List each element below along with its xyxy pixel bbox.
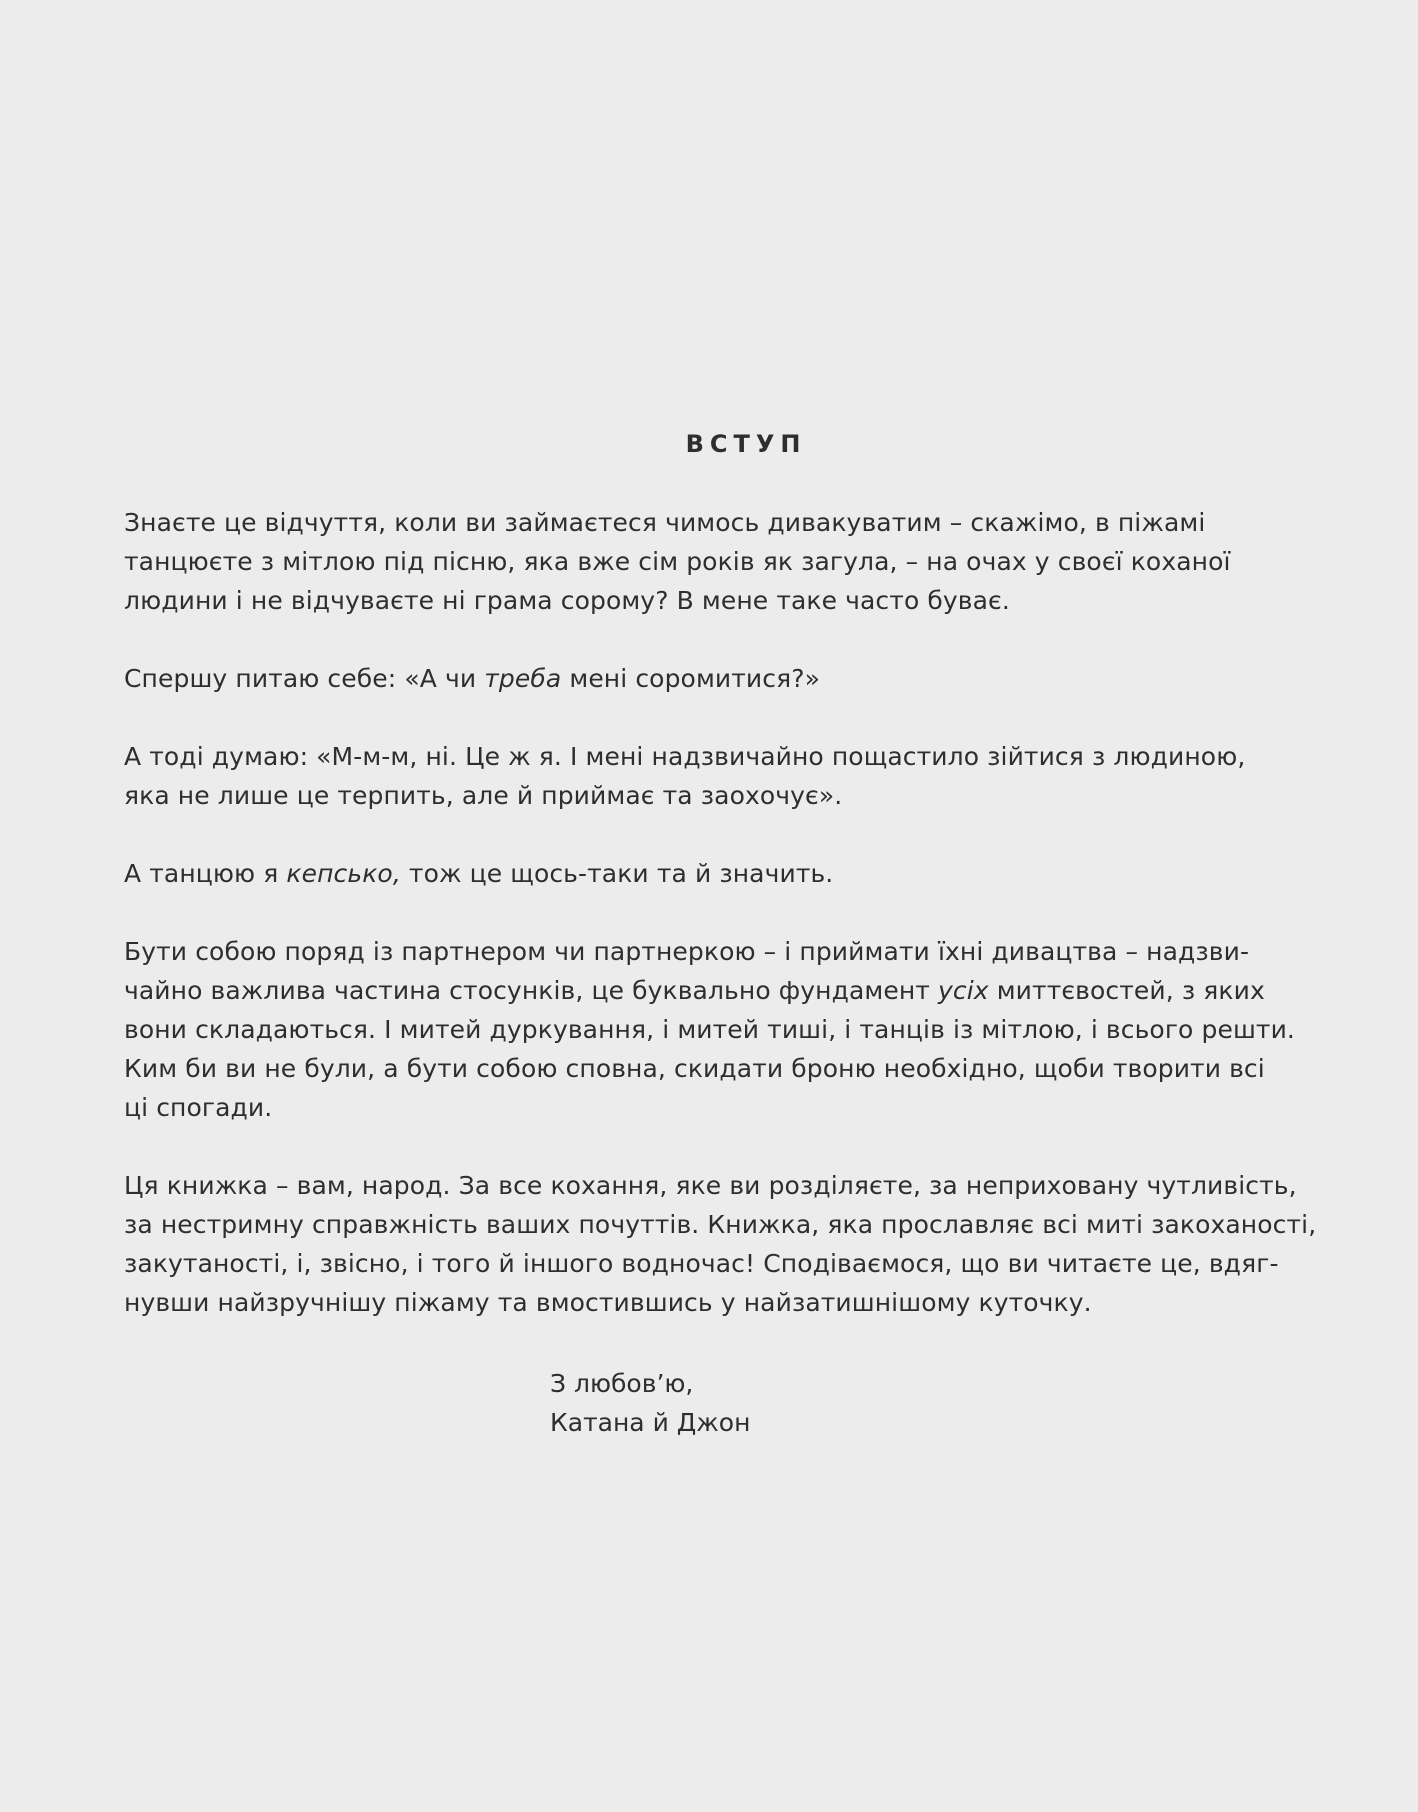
text-line bbox=[124, 1283, 1264, 1322]
text-segment: мені соромитися?» bbox=[561, 664, 821, 693]
text-line bbox=[124, 581, 1264, 620]
text-line bbox=[124, 1010, 1295, 1049]
text-segment: Знаєте це відчуття, коли ви займаєтеся чимось дивакуватим – скажімо, в піжамі bbox=[124, 508, 1206, 537]
text-line bbox=[124, 854, 1264, 893]
signature-authors: Катана й Джон bbox=[550, 1408, 751, 1437]
text-segment: тож це щось-таки та й значить. bbox=[400, 859, 834, 888]
text-line bbox=[124, 542, 1264, 581]
text-line bbox=[124, 503, 1264, 542]
paragraph bbox=[124, 932, 1295, 1127]
text-segment: людини і не відчуваєте ні грама сорому? В мене таке часто буває. bbox=[124, 586, 1010, 615]
paragraph bbox=[124, 854, 1264, 893]
text-segment: миттєвостей, з яких bbox=[988, 976, 1265, 1005]
signature bbox=[550, 1364, 750, 1442]
text-line bbox=[124, 932, 1264, 971]
text-segment: закутаності, і, звісно, і того й іншого водночас! Сподіваємося, що ви читаєте це, вдяг- bbox=[124, 1249, 1279, 1278]
text-segment: яка не лише це терпить, але й приймає та заохочує». bbox=[124, 781, 843, 810]
text-segment: танцюєте з мітлою під пісню, яка вже сім років як загула, – на очах у своєї коханої bbox=[124, 547, 1231, 576]
text-line bbox=[124, 1244, 1279, 1283]
text-line bbox=[124, 1049, 1264, 1088]
text-line bbox=[124, 971, 1264, 1010]
intro-page bbox=[124, 430, 1317, 1361]
text-segment: Ця книжка – вам, народ. За все кохання, яке ви розділяєте, за неприховану чутливість, bbox=[124, 1171, 1297, 1200]
text-segment: Ким би ви не були, а бути собою сповна, скидати броню необхідно, щоби творити всі bbox=[124, 1054, 1265, 1083]
text-segment: Бути собою поряд із партнером чи партнеркою – і приймати їхні дивацтва – надзви- bbox=[124, 937, 1250, 966]
paragraph bbox=[124, 737, 1264, 815]
emphasis-text: усіх bbox=[937, 976, 989, 1005]
text-segment: ці спогади. bbox=[124, 1093, 273, 1122]
text-segment: нувши найзручнішу піжаму та вмостившись у найзатишнішому куточку. bbox=[124, 1288, 1092, 1317]
intro-body bbox=[124, 503, 1317, 1322]
text-segment: чайно важлива частина стосунків, це буквально фундамент bbox=[124, 976, 938, 1005]
text-line bbox=[124, 1205, 1317, 1244]
text-segment: Спершу питаю себе: «А чи bbox=[124, 664, 485, 693]
text-line bbox=[124, 659, 1264, 698]
text-line bbox=[124, 1088, 1264, 1127]
text-line bbox=[124, 737, 1264, 776]
text-segment: за нестримну справжність ваших почуттів. Книжка, яка прославляє всі миті закоханості, bbox=[124, 1210, 1317, 1239]
paragraph bbox=[124, 1166, 1317, 1322]
page-title: ВСТУП bbox=[685, 430, 807, 458]
emphasis-text: кепсько, bbox=[286, 859, 401, 888]
text-segment: А тоді думаю: «М-м-м, ні. Це ж я. І мені надзвичайно пощастило зійтися з людиною, bbox=[124, 742, 1246, 771]
emphasis-text: треба bbox=[484, 664, 562, 693]
signature-closing: З любов’ю, bbox=[550, 1369, 694, 1398]
text-segment: А танцюю я bbox=[124, 859, 287, 888]
text-line bbox=[124, 776, 1264, 815]
paragraph bbox=[124, 503, 1264, 620]
text-line bbox=[124, 1166, 1297, 1205]
text-segment: вони складаються. І митей дуркування, і митей тиші, і танців із мітлою, і всього решти. bbox=[124, 1015, 1295, 1044]
paragraph bbox=[124, 659, 1264, 698]
